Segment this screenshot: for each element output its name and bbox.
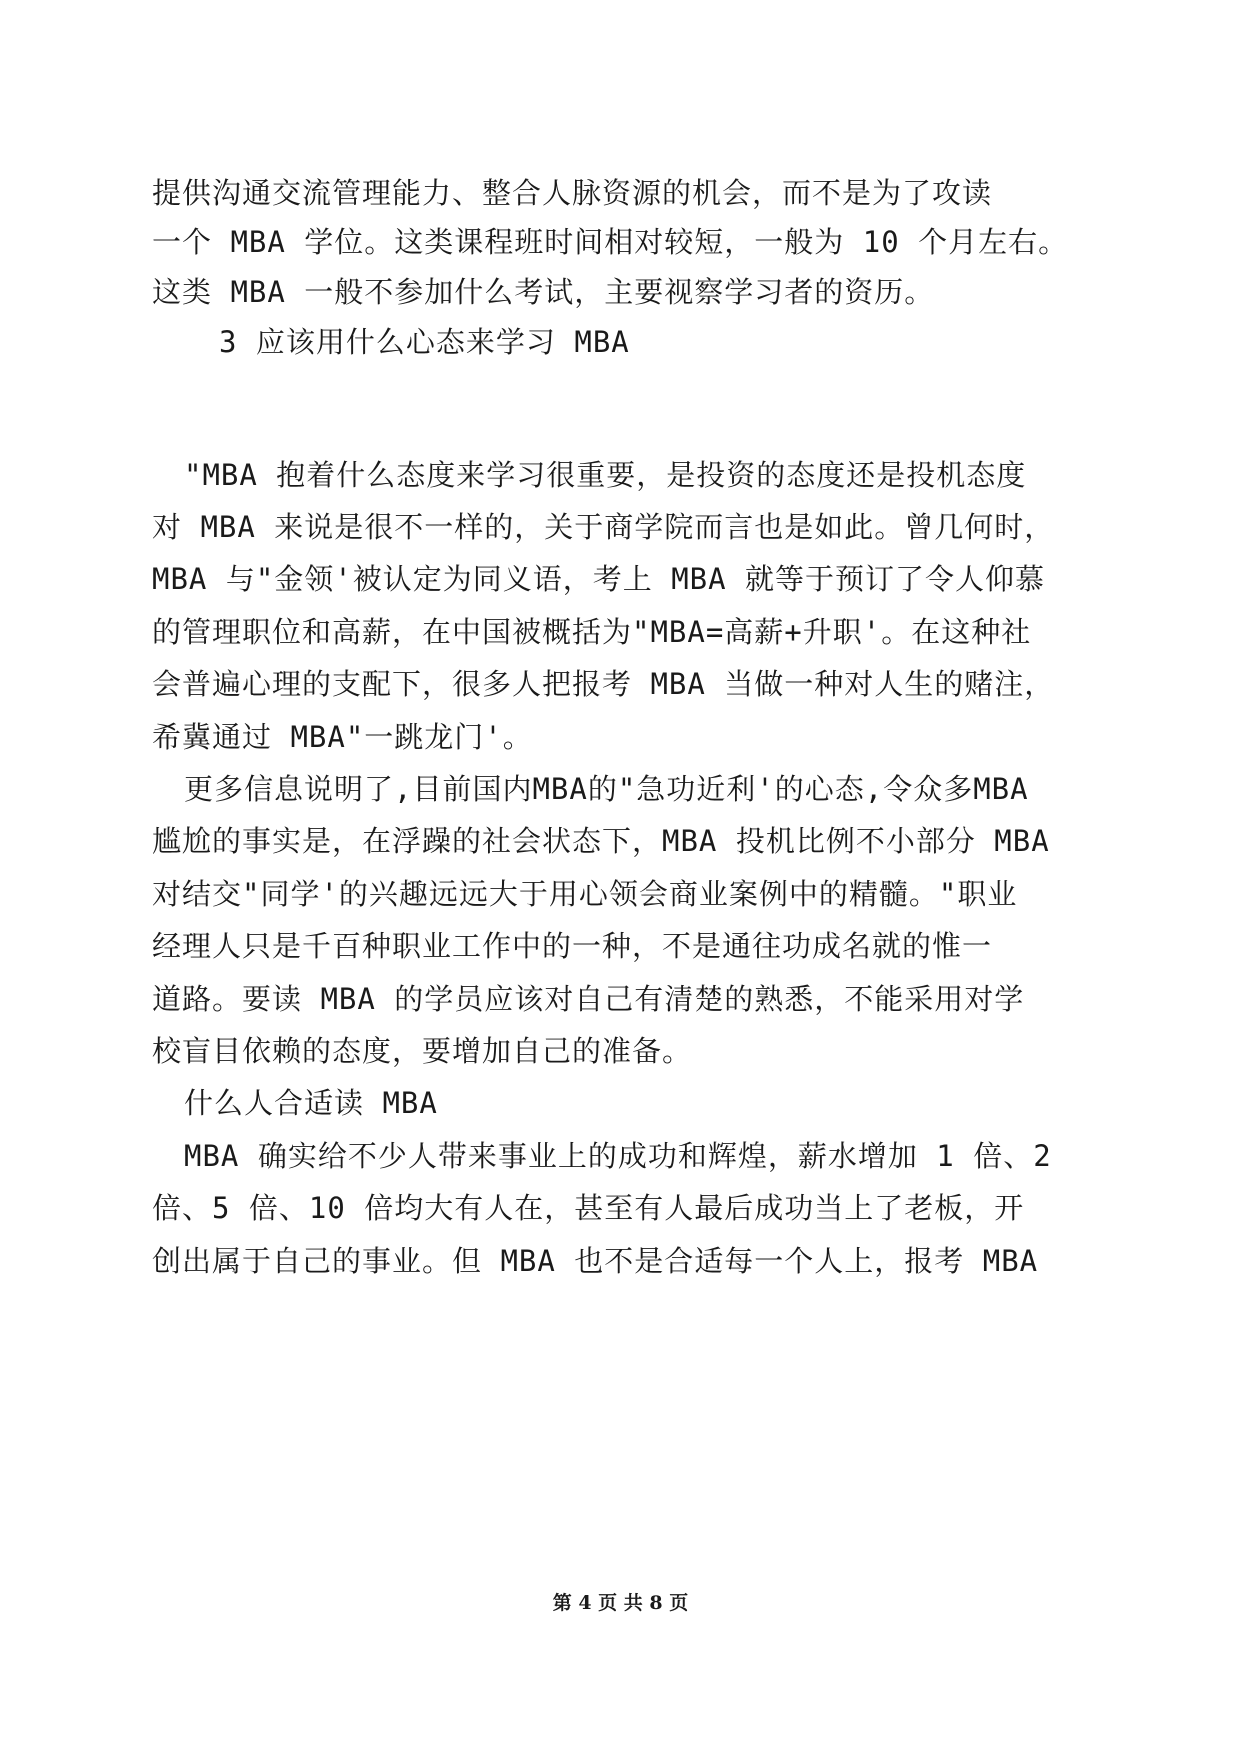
section-heading: 什么人合适读 MBA xyxy=(184,1086,438,1120)
body-line: 创出属于自己的事业。但 MBA 也不是合适每一个人上，报考 MBA xyxy=(152,1244,1039,1278)
body-line: 道路。要读 MBA 的学员应该对自己有清楚的熟悉，不能采用对学 xyxy=(152,982,1025,1016)
page-number-footer: 第 4 页 共 8 页 xyxy=(552,1592,689,1614)
body-line: 一个 MBA 学位。这类课程班时间相对较短，一般为 10 个月左右。 xyxy=(152,225,1069,259)
body-line: MBA 确实给不少人带来事业上的成功和辉煌，薪水增加 1 倍、2 xyxy=(184,1139,1052,1173)
body-line: "MBA 抱着什么态度来学习很重要，是投资的态度还是投机态度 xyxy=(184,458,1027,492)
body-line: 经理人只是千百种职业工作中的一种，不是通往功成名就的惟一 xyxy=(152,929,993,963)
body-line: 的管理职位和高薪，在中国被概括为"MBA=高薪+升职'。在这种社 xyxy=(152,615,1032,649)
section-heading: 3 应该用什么心态来学习 MBA xyxy=(219,325,630,359)
body-line: 希冀通过 MBA"一跳龙门'。 xyxy=(152,720,533,754)
body-line: 尴尬的事实是，在浮躁的社会状态下，MBA 投机比例不小部分 MBA xyxy=(152,824,1050,858)
body-line: 对结交"同学'的兴趣远远大于用心领会商业案例中的精髓。"职业 xyxy=(152,877,1018,911)
body-line: 对 MBA 来说是很不一样的，关于商学院而言也是如此。曾几何时， xyxy=(152,510,1055,544)
body-line: 校盲目依赖的态度，要增加自己的准备。 xyxy=(152,1034,693,1068)
body-line: 倍、5 倍、10 倍均大有人在，甚至有人最后成功当上了老板，开 xyxy=(152,1191,1025,1225)
body-line: 这类 MBA 一般不参加什么考试，主要视察学习者的资历。 xyxy=(152,275,935,309)
body-line: 提供沟通交流管理能力、整合人脉资源的机会，而不是为了攻读 xyxy=(152,176,993,210)
body-line: MBA 与"金领'被认定为同义语，考上 MBA 就等于预订了令人仰慕 xyxy=(152,562,1046,596)
body-line: 更多信息说明了,目前国内MBA的"急功近利'的心态,令众多MBA xyxy=(184,772,1029,806)
body-line: 会普遍心理的支配下，很多人把报考 MBA 当做一种对人生的赌注， xyxy=(152,667,1055,701)
